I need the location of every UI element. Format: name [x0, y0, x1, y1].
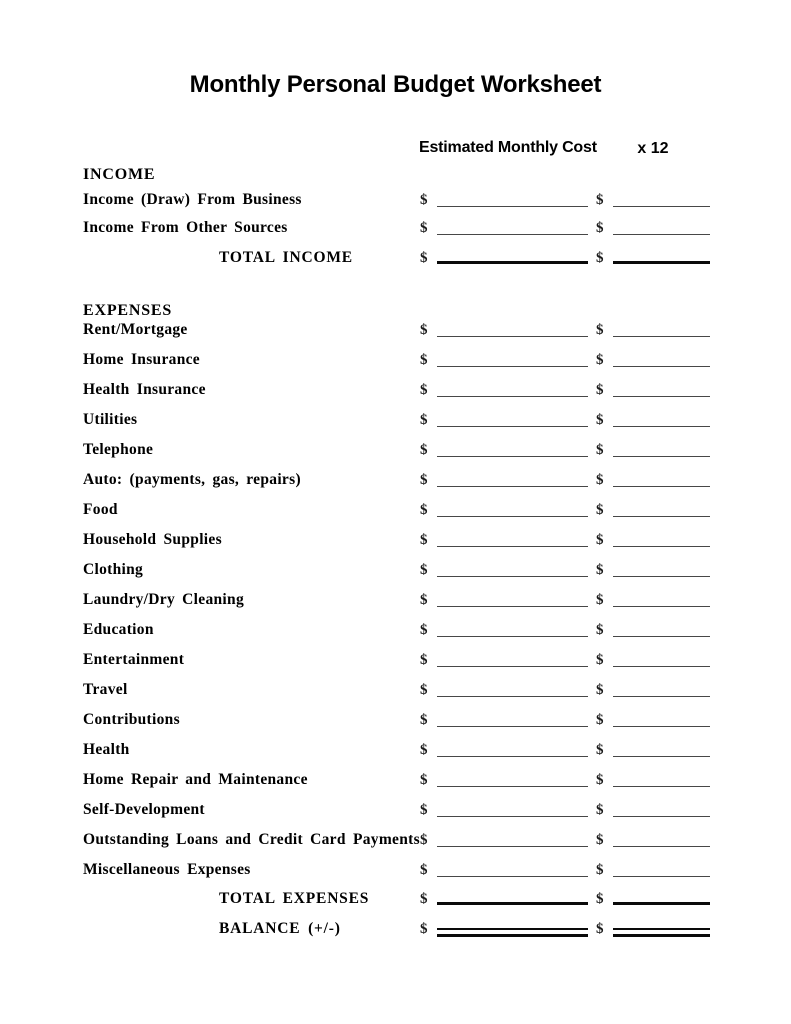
expense-row-label: Telephone [83, 441, 154, 458]
monthly-amount-field [420, 251, 588, 266]
expense-row-label: Auto: (payments, gas, repairs) [83, 471, 301, 488]
expenses-section-heading: EXPENSES [83, 302, 173, 319]
annual-balance-line[interactable] [613, 928, 711, 937]
annual-amount-line[interactable] [613, 696, 711, 697]
expense-row [0, 428, 791, 458]
monthly-amount-line[interactable] [437, 546, 589, 547]
dollar-sign: $ [420, 250, 428, 266]
monthly-amount-line[interactable] [437, 206, 589, 207]
expense-row [0, 458, 791, 488]
dollar-sign: $ [420, 622, 428, 638]
annual-amount-field [596, 323, 710, 338]
balance-label: BALANCE (+/-) [219, 920, 341, 937]
dollar-sign: $ [420, 562, 428, 578]
annual-total-line[interactable] [613, 261, 711, 264]
annual-amount-field [596, 803, 710, 818]
monthly-amount-line[interactable] [437, 846, 589, 847]
dollar-sign: $ [420, 592, 428, 608]
dollar-sign: $ [420, 742, 428, 758]
dollar-sign: $ [420, 772, 428, 788]
monthly-amount-field [420, 473, 588, 488]
income-row-label: Income From Other Sources [83, 219, 288, 236]
dollar-sign: $ [596, 472, 604, 488]
page-title: Monthly Personal Budget Worksheet [189, 71, 602, 98]
total-expenses-label: TOTAL EXPENSES [219, 890, 370, 907]
monthly-amount-line[interactable] [437, 576, 589, 577]
annual-amount-field [596, 353, 710, 368]
monthly-amount-field [420, 863, 588, 878]
expense-row-label: Home Repair and Maintenance [83, 771, 308, 788]
expense-row [0, 638, 791, 668]
dollar-sign: $ [420, 412, 428, 428]
dollar-sign: $ [596, 682, 604, 698]
expense-row-label: Health [83, 741, 130, 758]
monthly-amount-line[interactable] [437, 756, 589, 757]
monthly-amount-field [420, 803, 588, 818]
expense-row [0, 368, 791, 398]
annual-amount-line[interactable] [613, 726, 711, 727]
annual-amount-field [596, 683, 710, 698]
expense-row-label: Laundry/Dry Cleaning [83, 591, 245, 608]
monthly-amount-field [420, 383, 588, 398]
dollar-sign: $ [420, 832, 428, 848]
annual-amount-field [596, 533, 710, 548]
dollar-sign: $ [420, 802, 428, 818]
dollar-sign: $ [596, 442, 604, 458]
monthly-amount-field [420, 193, 588, 208]
monthly-amount-line[interactable] [437, 456, 589, 457]
annual-amount-field [596, 773, 710, 788]
monthly-amount-field [420, 323, 588, 338]
annual-amount-field [596, 593, 710, 608]
dollar-sign: $ [596, 891, 604, 907]
annual-amount-line[interactable] [613, 786, 711, 787]
annual-amount-line[interactable] [613, 206, 711, 207]
dollar-sign: $ [596, 921, 604, 937]
monthly-amount-line[interactable] [437, 606, 589, 607]
dollar-sign: $ [420, 220, 428, 236]
monthly-amount-line[interactable] [437, 696, 589, 697]
income-row-label: Income (Draw) From Business [83, 191, 302, 208]
annual-amount-field [596, 922, 710, 937]
expense-row-label: Education [83, 621, 154, 638]
monthly-amount-field [420, 533, 588, 548]
annual-amount-line[interactable] [613, 606, 711, 607]
monthly-amount-field [420, 443, 588, 458]
expense-row-label: Outstanding Loans and Credit Card Payments [83, 831, 420, 848]
monthly-amount-line[interactable] [437, 426, 589, 427]
annual-amount-line[interactable] [613, 426, 711, 427]
dollar-sign: $ [420, 352, 428, 368]
total-income-label: TOTAL INCOME [219, 249, 353, 266]
dollar-sign: $ [596, 250, 604, 266]
monthly-amount-field [420, 683, 588, 698]
dollar-sign: $ [420, 921, 428, 937]
dollar-sign: $ [596, 622, 604, 638]
annual-amount-field [596, 193, 710, 208]
annual-amount-field [596, 473, 710, 488]
annual-amount-field [596, 221, 710, 236]
annual-amount-field [596, 563, 710, 578]
expense-row [0, 668, 791, 698]
dollar-sign: $ [596, 192, 604, 208]
annual-amount-field [596, 653, 710, 668]
monthly-amount-line[interactable] [437, 516, 589, 517]
monthly-amount-field [420, 922, 588, 937]
balance-row [0, 907, 791, 937]
expense-row-label: Rent/Mortgage [83, 321, 188, 338]
monthly-cost-column-header: Estimated Monthly Cost [419, 139, 597, 156]
dollar-sign: $ [420, 532, 428, 548]
monthly-amount-field [420, 713, 588, 728]
monthly-amount-field [420, 653, 588, 668]
expense-row [0, 398, 791, 428]
monthly-balance-line[interactable] [437, 928, 589, 937]
annual-amount-line[interactable] [613, 396, 711, 397]
dollar-sign: $ [596, 742, 604, 758]
annual-amount-field [596, 443, 710, 458]
expense-row [0, 788, 791, 818]
annual-amount-field [596, 383, 710, 398]
dollar-sign: $ [596, 322, 604, 338]
monthly-amount-field [420, 623, 588, 638]
annual-amount-field [596, 892, 710, 907]
expense-rows [0, 318, 791, 878]
annual-amount-line[interactable] [613, 876, 711, 877]
expense-row-label: Food [83, 501, 118, 518]
monthly-amount-field [420, 563, 588, 578]
expense-row-label: Miscellaneous Expenses [83, 861, 251, 878]
monthly-amount-line[interactable] [437, 366, 589, 367]
dollar-sign: $ [420, 192, 428, 208]
expense-row [0, 608, 791, 638]
dollar-sign: $ [420, 322, 428, 338]
monthly-amount-line[interactable] [437, 786, 589, 787]
monthly-amount-field [420, 353, 588, 368]
dollar-sign: $ [420, 862, 428, 878]
annual-x12-column-header: x 12 [637, 140, 669, 157]
annual-amount-line[interactable] [613, 516, 711, 517]
expense-row [0, 338, 791, 368]
dollar-sign: $ [596, 382, 604, 398]
dollar-sign: $ [596, 562, 604, 578]
annual-amount-line[interactable] [613, 486, 711, 487]
annual-amount-field [596, 413, 710, 428]
dollar-sign: $ [420, 682, 428, 698]
income-row [0, 208, 791, 236]
monthly-amount-line[interactable] [437, 486, 589, 487]
expense-row-label: Contributions [83, 711, 180, 728]
monthly-total-line[interactable] [437, 902, 589, 905]
dollar-sign: $ [596, 592, 604, 608]
monthly-total-line[interactable] [437, 261, 589, 264]
dollar-sign: $ [596, 352, 604, 368]
annual-amount-field [596, 863, 710, 878]
dollar-sign: $ [596, 652, 604, 668]
expense-row [0, 318, 791, 338]
expense-row-label: Utilities [83, 411, 138, 428]
expense-row-label: Household Supplies [83, 531, 222, 548]
annual-total-line[interactable] [613, 902, 711, 905]
annual-amount-line[interactable] [613, 666, 711, 667]
annual-amount-line[interactable] [613, 234, 711, 235]
annual-amount-line[interactable] [613, 636, 711, 637]
expense-row-label: Self-Development [83, 801, 205, 818]
expense-row-label: Health Insurance [83, 381, 206, 398]
annual-amount-line[interactable] [613, 546, 711, 547]
annual-amount-line[interactable] [613, 336, 711, 337]
annual-amount-field [596, 251, 710, 266]
monthly-amount-field [420, 221, 588, 236]
expense-row [0, 818, 791, 848]
expense-row [0, 758, 791, 788]
monthly-amount-line[interactable] [437, 726, 589, 727]
expense-row [0, 518, 791, 548]
expense-row [0, 548, 791, 578]
annual-amount-field [596, 833, 710, 848]
monthly-amount-field [420, 833, 588, 848]
expense-row-label: Home Insurance [83, 351, 200, 368]
dollar-sign: $ [596, 802, 604, 818]
monthly-amount-line[interactable] [437, 234, 589, 235]
expense-row [0, 848, 791, 878]
annual-amount-line[interactable] [613, 366, 711, 367]
dollar-sign: $ [420, 712, 428, 728]
monthly-amount-field [420, 743, 588, 758]
monthly-amount-field [420, 593, 588, 608]
monthly-amount-line[interactable] [437, 876, 589, 877]
total-expenses-row [0, 878, 791, 907]
dollar-sign: $ [596, 412, 604, 428]
dollar-sign: $ [596, 832, 604, 848]
expense-row-label: Clothing [83, 561, 144, 578]
expense-row-label: Entertainment [83, 651, 185, 668]
column-headers [0, 139, 791, 157]
annual-amount-field [596, 623, 710, 638]
dollar-sign: $ [596, 220, 604, 236]
expense-row [0, 728, 791, 758]
dollar-sign: $ [596, 862, 604, 878]
monthly-amount-field [420, 503, 588, 518]
total-income-row [0, 236, 791, 266]
expense-row [0, 698, 791, 728]
monthly-amount-line[interactable] [437, 396, 589, 397]
annual-amount-field [596, 503, 710, 518]
expense-row [0, 488, 791, 518]
income-rows [0, 182, 791, 266]
monthly-amount-line[interactable] [437, 816, 589, 817]
income-section-heading: INCOME [83, 166, 156, 183]
annual-amount-line[interactable] [613, 846, 711, 847]
annual-amount-line[interactable] [613, 576, 711, 577]
dollar-sign: $ [596, 772, 604, 788]
dollar-sign: $ [420, 442, 428, 458]
expense-row-label: Travel [83, 681, 128, 698]
dollar-sign: $ [420, 652, 428, 668]
monthly-amount-line[interactable] [437, 666, 589, 667]
dollar-sign: $ [420, 382, 428, 398]
annual-amount-line[interactable] [613, 816, 711, 817]
annual-amount-line[interactable] [613, 456, 711, 457]
monthly-amount-field [420, 773, 588, 788]
dollar-sign: $ [420, 502, 428, 518]
expense-row [0, 578, 791, 608]
annual-amount-field [596, 713, 710, 728]
dollar-sign: $ [420, 891, 428, 907]
dollar-sign: $ [596, 532, 604, 548]
monthly-amount-line[interactable] [437, 336, 589, 337]
monthly-amount-field [420, 892, 588, 907]
annual-amount-line[interactable] [613, 756, 711, 757]
income-row [0, 182, 791, 208]
dollar-sign: $ [420, 472, 428, 488]
dollar-sign: $ [596, 712, 604, 728]
monthly-amount-field [420, 413, 588, 428]
annual-amount-field [596, 743, 710, 758]
dollar-sign: $ [596, 502, 604, 518]
monthly-amount-line[interactable] [437, 636, 589, 637]
